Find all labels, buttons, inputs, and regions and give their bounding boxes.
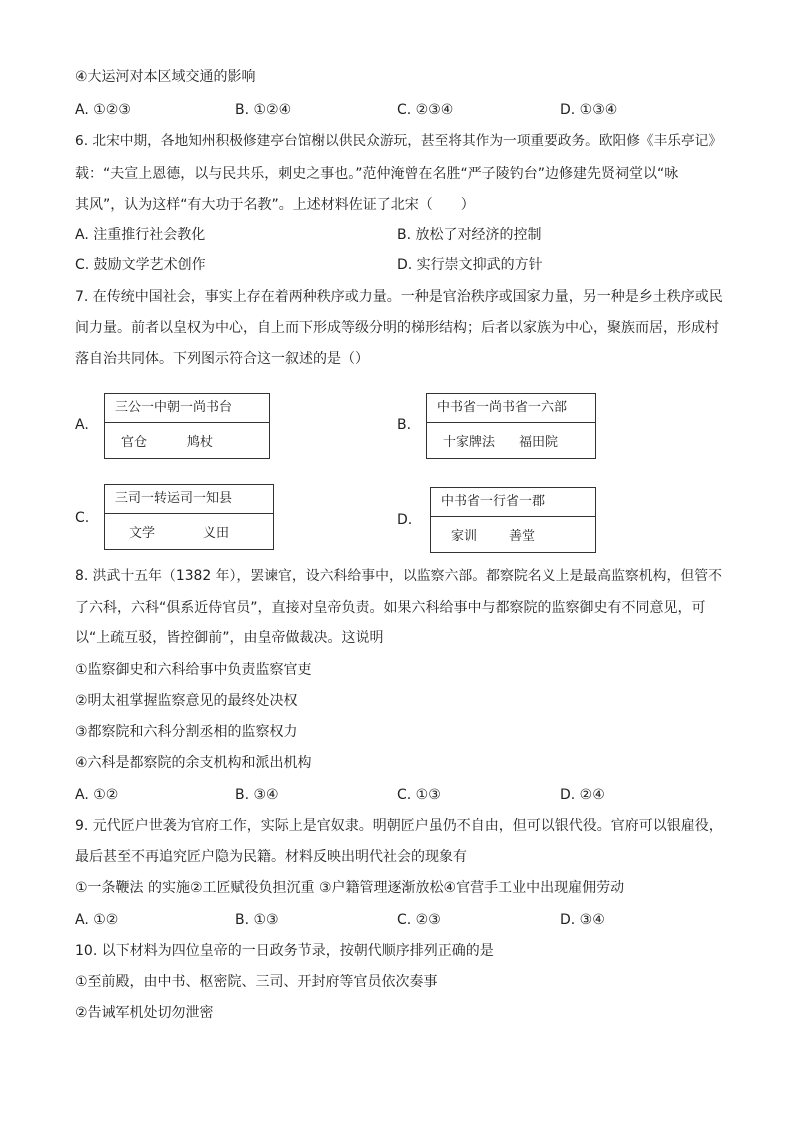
- q8-option-d: D. ②④: [560, 787, 605, 803]
- q7-option-b-letter: B.: [397, 417, 412, 433]
- q7-diagram-a-left: 官仓: [121, 435, 148, 450]
- q7-stem-line-2: 间力量。前者以皇权为中心，自上而下形成等级分明的梯形结构；后者以家族为中心，聚族而居，形成村: [75, 320, 719, 336]
- q7-option-a-letter: A.: [75, 417, 89, 433]
- q8-option-a: A. ①②: [75, 787, 119, 803]
- q6-stem-line-3: 其风”，认为这样“有大功于名教”。上述材料佐证了北宋（ ）: [75, 197, 475, 213]
- q8-item-1: ①监察御史和六科给事中负责监察官吏: [75, 662, 312, 678]
- q8-option-b: B. ③④: [235, 787, 279, 803]
- q7-diagram-b-right: 福田院: [519, 435, 559, 450]
- q7-diagram-d-right: 善堂: [509, 529, 536, 544]
- q7-diagram-c-left: 文学: [129, 526, 156, 541]
- q9-option-a: A. ①②: [75, 912, 119, 928]
- q6-option-a: A. 注重推行社会教化: [75, 227, 206, 243]
- q6-option-b: B. 放松了对经济的控制: [397, 227, 542, 243]
- q5-option-c: C. ②③④: [397, 102, 454, 118]
- q5-item-4: ④大运河对本区域交通的影响: [75, 69, 256, 85]
- q8-option-c: C. ①③: [397, 787, 441, 803]
- q7-diagram-c: [104, 484, 274, 550]
- q7-diagram-b-left: 十家牌法: [443, 435, 496, 450]
- q6-stem-line-1: 6. 北宋中期，各地知州积极修建亭台馆榭以供民众游玩，甚至将其作为一项重要政务。欧阳修《丰乐亭记》: [75, 133, 723, 149]
- q9-stem-line-3: ①一条鞭法 的实施②工匠赋役负担沉重 ③户籍管理逐渐放松④官营手工业中出现雇佣劳动: [75, 880, 625, 896]
- q6-stem-line-2: 载：“夫宣上恩德，以与民共乐，刺史之事也。”范仲淹曾在名胜“严子陵钓台”边修建先贤祠堂以“咏: [75, 166, 679, 182]
- q9-option-b: B. ①③: [235, 912, 279, 928]
- q7-diagram-a-right: 鸠杖: [187, 435, 214, 450]
- q5-option-d: D. ①③④: [560, 102, 618, 118]
- q7-diagram-d: [430, 487, 596, 553]
- q9-stem-line-1: 9. 元代匠户世袭为官府工作，实际上是官奴隶。明朝匠户虽仍不自由，但可以银代役。官府可以银雇役，: [75, 818, 723, 834]
- q7-diagram-b: [426, 393, 596, 459]
- q7-diagram-c-right: 义田: [203, 526, 230, 541]
- q9-option-c: C. ②③: [397, 912, 441, 928]
- q8-stem-line-1: 8. 洪武十五年（1382 年），罢谏官，设六科给事中，以监察六部。都察院名义上是最高监察机构，但管不: [75, 568, 723, 584]
- q8-stem-line-3: 以“上疏互驳，皆控御前”，由皇帝做裁决。这说明: [75, 630, 384, 646]
- q8-item-3: ③都察院和六科分割丞相的监察权力: [75, 724, 298, 740]
- q10-item-1: ①至前殿，由中书、枢密院、三司、开封府等官员依次奏事: [75, 974, 438, 990]
- q6-option-d: D. 实行崇文抑武的方针: [397, 257, 543, 273]
- q7-diagram-a-hierarchy: 三公一中朝一尚书台: [105, 394, 269, 423]
- q7-diagram-c-bottom: [105, 514, 273, 549]
- q7-diagram-b-bottom: [427, 423, 595, 458]
- q6-option-c: C. 鼓励文学艺术创作: [75, 257, 206, 273]
- q8-stem-line-2: 了六科，六科“俱系近侍官员”，直接对皇帝负责。如果六科给事中与都察院的监察御史有不同意见，可: [75, 600, 706, 616]
- q7-option-d-letter: D.: [397, 512, 413, 528]
- q7-diagram-d-hierarchy: 中书省一行省一郡: [431, 488, 595, 517]
- q7-stem-line-3: 落自治共同体。下列图示符合这一叙述的是（）: [75, 351, 369, 367]
- q7-diagram-d-bottom: [431, 517, 595, 552]
- q8-item-2: ②明太祖掌握监察意见的最终处决权: [75, 693, 298, 709]
- q10-item-2: ②告诫军机处切勿泄密: [75, 1005, 214, 1021]
- q10-stem-line-1: 10. 以下材料为四位皇帝的一日政务节录，按朝代顺序排列正确的是: [75, 943, 494, 959]
- q7-option-c-letter: C.: [75, 510, 90, 526]
- q9-stem-line-2: 最后甚至不再追究匠户隐为民籍。材料反映出明代社会的现象有: [75, 849, 467, 865]
- q8-item-4: ④六科是都察院的余支机构和派出机构: [75, 755, 312, 771]
- q7-diagram-c-hierarchy: 三司一转运司一知县: [105, 485, 273, 514]
- q7-stem-line-1: 7. 在传统中国社会，事实上存在着两种秩序或力量。一种是官治秩序或国家力量，另一种是乡土秩序或民: [75, 289, 723, 305]
- q7-diagram-a: [104, 393, 270, 459]
- q9-option-d: D. ③④: [560, 912, 605, 928]
- q5-option-a: A. ①②③: [75, 102, 131, 118]
- q7-diagram-d-left: 家训: [451, 529, 478, 544]
- q5-option-b: B. ①②④: [235, 102, 292, 118]
- q7-diagram-b-hierarchy: 中书省一尚书省一六部: [427, 394, 595, 423]
- q7-diagram-a-bottom: [105, 423, 269, 458]
